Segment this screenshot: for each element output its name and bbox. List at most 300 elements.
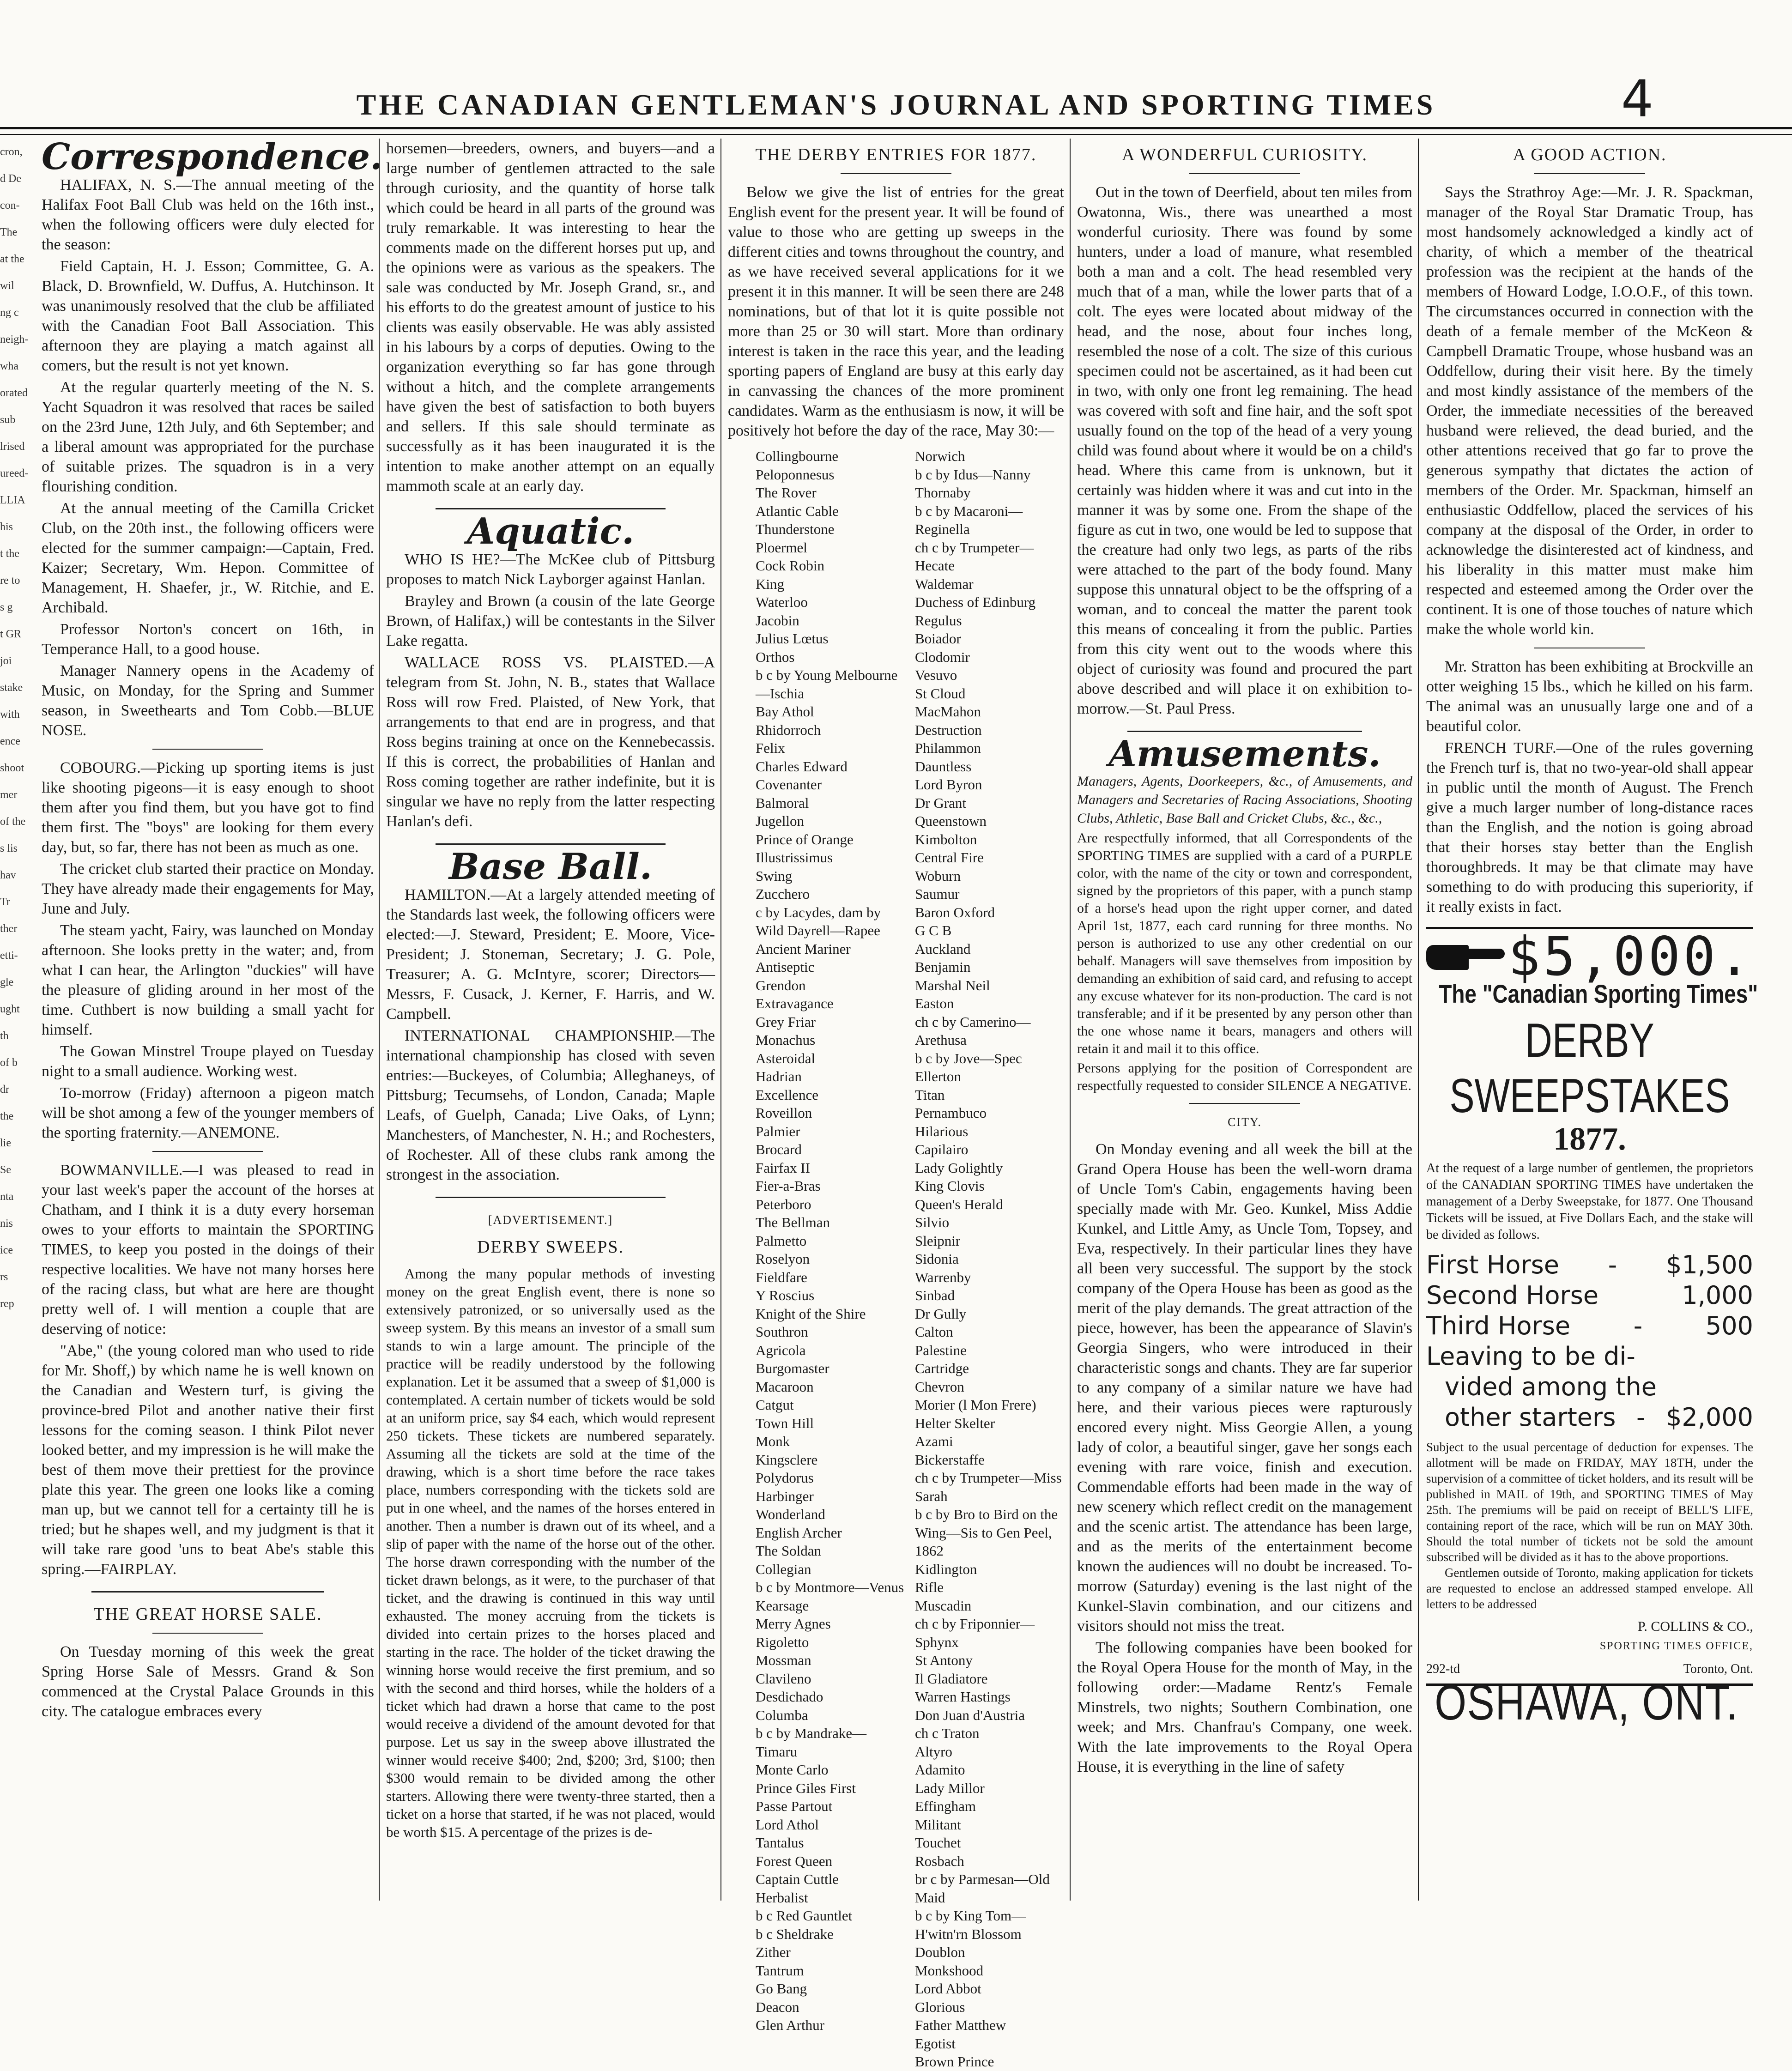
- paragraph: The cricket club started their practice on Monday. They have already made their engagements for May, June and July.: [42, 860, 374, 917]
- derby-entry: Sinbad: [915, 1287, 955, 1303]
- margin-fragment: th: [0, 1030, 9, 1042]
- derby-entry: Palmetto: [756, 1232, 807, 1249]
- top-rule-thin: [0, 134, 1792, 135]
- ad-amount: $5,000.: [1508, 925, 1753, 988]
- prize-row: [1426, 1311, 1753, 1341]
- prize-amount: 500: [1705, 1311, 1753, 1340]
- derby-entries-list: [728, 442, 1064, 2071]
- heading-great-horse-sale: THE GREAT HORSE SALE.: [93, 1605, 322, 1624]
- derby-entry: b c by Macaroni—Reginella: [915, 503, 1023, 537]
- column-aquatic-baseball: [379, 139, 721, 1901]
- derby-entry: b c by Idus—Nanny Thornaby: [915, 466, 1031, 501]
- derby-entry: Ellerton: [915, 1068, 961, 1084]
- paragraph: WHO IS HE?—The McKee club of Pittsburg proposes to match Nick Layborger against Hanlan.: [386, 551, 715, 588]
- margin-fragment: con-: [0, 200, 20, 212]
- derby-entry: Sidonia: [915, 1251, 959, 1267]
- derby-entry: Adamito: [915, 1762, 965, 1778]
- column-good-action-ad: [1418, 139, 1761, 1901]
- derby-entry: G C B: [915, 922, 952, 939]
- margin-fragment: mer: [0, 789, 18, 801]
- derby-entry: Knight of the Shire: [756, 1305, 866, 1322]
- derby-entry: King Clovis: [915, 1178, 985, 1194]
- derby-entry: Benjamin: [915, 959, 971, 975]
- margin-fragment: d De: [0, 173, 21, 185]
- paragraph: Mr. Stratton has been exhibiting at Brockville an otter weighing 15 lbs., which he killed on his farm. The animal was an unusually large one and of a beautiful color.: [1426, 658, 1753, 735]
- divider: [1189, 1103, 1300, 1104]
- derby-entry: Lord Byron: [915, 776, 982, 793]
- ad-office: SPORTING TIMES OFFICE,: [1599, 1640, 1753, 1652]
- derby-entry: ch c by Camerino—Arethusa: [915, 1013, 1031, 1048]
- column-curiosity-amusements: [1070, 139, 1419, 1901]
- prize-amount: $1,500: [1666, 1250, 1753, 1279]
- ad-intro: At the request of a large number of gentlemen, the proprietors of the CANADIAN SPORTING TIMES have undertaken the management of a Derby Sweepstake, for 1877. One Thousand Tickets will be issued, at Five Dollars Each, and the stake will be divided as follows.: [1426, 1161, 1753, 1242]
- paragraph: Says the Strathroy Age:—Mr. J. R. Spackman, manager of the Royal Star Dramatic Troup, has most handsomely acknowledged a kindly act of charity, of which a member of the theatrical profession was the recipient at the hands of the members of Howard Lodge, I.O.O.F., of this town. The circumstances occurred in connection with the death of a female member of the McKeon & Campbell Dramatic Troupe, whose husband was an Oddfellow, during their visit here. By the timely and most kindly assistance of the members of the Order, the immediate necessities of the bereaved husband were relieved, the dead buried, and the other attentions received that go far to prove the generous sympathy that dictates the action of members of the Order. Mr. Spackman, himself an enthusiastic Oddfellow, placed the services of his company at the disposal of the Order, in order to acknowledge the disinterested act of kindness, and his liberality in this matter must make him respected and esteemed among the Order over the continent. It is one of those touches of nature which make the whole world kin.: [1426, 184, 1753, 638]
- paragraph: On Tuesday morning of this week the great Spring Horse Sale of Messrs. Grand & Son commenced at the Crystal Palace Grounds in this city. The catalogue embraces every: [42, 1643, 374, 1720]
- derby-entry: Woburn: [915, 867, 961, 884]
- derby-entry: Macaroon: [756, 1378, 814, 1395]
- margin-fragment: at the: [0, 253, 24, 265]
- derby-entry: Pernambuco: [915, 1105, 987, 1121]
- heading-derby-entries: THE DERBY ENTRIES FOR 1877.: [755, 145, 1037, 164]
- derby-entry: Extravagance: [756, 995, 834, 1011]
- derby-entry: Muscadin: [915, 1597, 972, 1614]
- derby-entry: Dauntless: [915, 758, 972, 775]
- derby-entry: Monkshood: [915, 1962, 984, 1979]
- derby-entry: Collingbourne: [756, 448, 839, 464]
- derby-entry: Passe Partout: [756, 1798, 833, 1814]
- paragraph: WALLACE ROSS VS. PLAISTED.—A telegram from St. John, N. B., states that Wallace Ross will row Fred. Plaisted, of New York, that arrangements to that end are in progress, and that Ross begins training at once on the Kennebecassis. If this is correct, the probabilities of Hanlan and Ross coming together are rather indefinite, but it is singular we have no reply from the latter respecting Hanlan's defi.: [386, 654, 715, 830]
- derby-entry: King: [756, 575, 784, 592]
- derby-entry: Peloponnesus: [756, 466, 835, 483]
- notice-address: Managers, Agents, Doorkeepers, &c., of Amusements, and Managers and Secretaries of Racing Associations, Shooting Clubs, Athletic, Base Ball and Cricket Clubs, &c., &c.,: [1077, 774, 1412, 826]
- derby-entry: Warren Hastings: [915, 1689, 1011, 1705]
- section-heading-aquatic: Aquatic.: [466, 510, 635, 552]
- margin-fragment: cron,: [0, 146, 23, 158]
- derby-entry: Rhidorroch: [756, 721, 821, 738]
- margin-fragment: LLIA: [0, 494, 25, 506]
- margin-fragment: lie: [0, 1137, 11, 1149]
- divider: [1189, 173, 1300, 174]
- derby-entry: b c by Jove—Spec: [915, 1050, 1022, 1066]
- prize-label: Second Horse: [1426, 1281, 1599, 1310]
- prize-row: [1426, 1250, 1753, 1280]
- ad-paper-name: The "Canadian Sporting Times": [1439, 979, 1758, 1008]
- derby-entry: Vesuvo: [915, 667, 957, 683]
- column-derby-entries: [720, 139, 1071, 2070]
- derby-entry: Altyro: [915, 1743, 952, 1760]
- margin-fragment: Tr: [0, 896, 10, 908]
- derby-entry: Wonderland: [756, 1506, 825, 1522]
- derby-entry: Militant: [915, 1816, 961, 1833]
- derby-entry: Tantrum: [756, 1962, 804, 1979]
- derby-entry: Father Matthew: [915, 2017, 1006, 2033]
- derby-entry: Bickerstaffe: [915, 1451, 985, 1468]
- derby-entry: Harbinger: [756, 1488, 814, 1504]
- derby-entry: Julius Lœtus: [756, 630, 829, 647]
- derby-entry: b c by Mandrake—Timaru: [756, 1725, 867, 1760]
- derby-entry: Sleipnir: [915, 1232, 961, 1249]
- derby-entry: Ploermel: [756, 539, 807, 556]
- derby-entry: Auckland: [915, 940, 971, 957]
- ad-ref: 292-td: [1426, 1662, 1460, 1676]
- margin-fragment: with: [0, 708, 20, 721]
- margin-fragment: s lis: [0, 842, 18, 854]
- prize-label: Third Horse: [1426, 1311, 1571, 1340]
- divider: [1534, 173, 1645, 174]
- masthead: THE CANADIAN GENTLEMAN'S JOURNAL AND SPORTING TIMES: [356, 88, 1436, 121]
- derby-entry: The Bellman: [756, 1214, 830, 1230]
- derby-entry: Kingsclere: [756, 1451, 818, 1468]
- derby-entry: Columba: [756, 1707, 808, 1723]
- margin-fragment: orated: [0, 387, 28, 399]
- derby-entry: Go Bang: [756, 1980, 807, 1997]
- divider: [152, 1151, 263, 1152]
- paragraph: To-morrow (Friday) afternoon a pigeon match will be shot among a few of the younger members of the sporting fraternity.—ANEMONE.: [42, 1084, 374, 1141]
- section-heading-amusements: Amusements.: [1108, 733, 1381, 775]
- derby-entry: Lord Abbot: [915, 1980, 981, 1997]
- derby-entry: Waterloo: [756, 594, 808, 610]
- derby-entry: Jugellon: [756, 813, 805, 829]
- left-margin-fragments: [0, 139, 33, 1894]
- footer-town: OSHAWA, ONT.: [1435, 1674, 1738, 1730]
- derby-entry: b c by Bro to Bird on the Wing—Sis to Gen Peel, 1862: [915, 1506, 1058, 1559]
- derby-entry: Waldemar: [915, 575, 974, 592]
- derby-entry: Il Gladiatore: [915, 1670, 988, 1687]
- derby-entry: ch c by Friponnier—Sphynx: [915, 1616, 1035, 1650]
- derby-entry: Asteroidal: [756, 1050, 816, 1066]
- margin-fragment: Se: [0, 1164, 11, 1176]
- derby-entry: Monte Carlo: [756, 1762, 829, 1778]
- derby-entry: Charles Edward: [756, 758, 848, 775]
- derby-entry: Warrenby: [915, 1269, 971, 1285]
- derby-entry: c by Lacydes, dam by Wild Dayrell—Rapee: [756, 904, 881, 939]
- paragraph: The steam yacht, Fairy, was launched on Monday afternoon. She looks pretty in the water; and, from what I can hear, the Arlington "duckies" will have the pleasure of gliding around in her most of the time. Cuthbert is now building a small yacht for himself.: [42, 922, 374, 1038]
- derby-entry: Peterboro: [756, 1196, 811, 1212]
- paragraph: Manager Nannery opens in the Academy of Music, on Monday, for the Spring and Summer season, in Sweethearts and Tom Cobb.—BLUE NOSE.: [42, 662, 374, 739]
- derby-entry: St Antony: [915, 1652, 973, 1668]
- margin-fragment: ng c: [0, 307, 19, 319]
- derby-entry: Touchet: [915, 1835, 961, 1851]
- derby-entry: Doublon: [915, 1944, 965, 1960]
- paragraph: COBOURG.—Picking up sporting items is just like shooting pigeons—it is easy enough to shoot them after you find them, but you have got to find them first. The "boys" are looking for them every day, but, so far, there has not been as much as one.: [42, 759, 374, 856]
- divider: [436, 1197, 666, 1198]
- derby-entry: Destruction: [915, 721, 982, 738]
- divider: [436, 508, 666, 509]
- derby-entry: Forest Queen: [756, 1853, 833, 1869]
- margin-fragment: hav: [0, 869, 16, 881]
- derby-entry: b c by Montmore—Venus: [756, 1579, 904, 1595]
- paragraph: BOWMANVILLE.—I was pleased to read in your last week's paper the account of the horses at Chatham, and I think it is a duty every horseman owes to your efforts to maintain the SPORTING TIMES, to keep you posted in the doings of their respective localities. We have not many horses here of the racing class, but what are here are thought pretty well of. I will mention a couple that are deserving of notice:: [42, 1162, 374, 1338]
- derby-entry: Norwich: [915, 448, 965, 464]
- ad-city: Toronto, Ont.: [1683, 1662, 1753, 1676]
- paragraph: Field Captain, H. J. Esson; Committee, G. A. Black, D. Brownfield, W. Duffus, A. Hutchinson. It was unanimously resolved that the club be affiliated with the Canadian Foot Ball Association. This afternoon they are playing a match against all comers, but the result is not yet known.: [42, 258, 374, 374]
- margin-fragment: sub: [0, 414, 16, 426]
- derby-entry: Dr Gully: [915, 1305, 967, 1322]
- margin-fragment: his: [0, 521, 13, 533]
- ad-signer: P. COLLINS & CO.,: [1637, 1619, 1753, 1634]
- margin-fragment: t the: [0, 548, 19, 560]
- derby-entry: Bay Athol: [756, 703, 814, 720]
- derby-entry: b c Red Gauntlet: [756, 1908, 853, 1924]
- top-rule: [0, 127, 1792, 129]
- derby-entry: Titan: [915, 1086, 945, 1103]
- heading-city: CITY.: [1228, 1115, 1262, 1129]
- margin-fragment: the: [0, 1110, 14, 1122]
- derby-entry: Calton: [915, 1324, 953, 1340]
- margin-fragment: ice: [0, 1244, 13, 1256]
- margin-fragment: The: [0, 226, 18, 238]
- derby-entry: Polydorus: [756, 1470, 814, 1486]
- derby-entry: ch c by Trumpeter—Miss Sarah: [915, 1470, 1062, 1504]
- derby-entry: Merry Agnes: [756, 1616, 831, 1632]
- derby-entry: Captain Cuttle: [756, 1871, 839, 1887]
- margin-fragment: ther: [0, 923, 18, 935]
- divider: [91, 1591, 324, 1593]
- derby-entry: Clavileno: [756, 1670, 811, 1687]
- page-mark: 4: [1621, 69, 1653, 128]
- derby-entry: The Soldan: [756, 1543, 822, 1559]
- paragraph: Among the many popular methods of investing money on the great English event, there is none so extensively patronized, or so universally used as the sweep system. By this means an investor of a small sum stands to win a large amount. The principle of the practice will be readily understood by the following explanation. Let it be assumed that a sweep of $1,000 is contemplated. A certain number of tickets would be sold at an uniform price, say $4 each, which would represent 250 tickets. These tickets are numbered separately. Assuming all the tickets are sold at the time of the drawing, which is a short time before the race takes place, numbers corresponding with the tickets sold are put in one wheel, and the names of the horses entered in another. Then a number is drawn out of its wheel, and a slip of paper with the name of the horse out of the other. The horse drawn corresponding with the number of the ticket drawn belongs, as it were, to the purchaser of that ticket, and the drawing is continued in this way until exhausted. The money accruing from the tickets is divided into certain prizes to the horses placed and starting in the race. The holder of the ticket drawing the winning horse would receive the first premium, and so with the second and third horses, while the holders of a ticket which had drawn a horse that came to the post would receive a dividend of the amount devoted for that purpose. Let us say in the sweep above illustrated the winner would receive $400; 2nd, $200; 3rd, $100; then $300 would remain to be divided among the other starters. Allowing there were twenty-three started, then a ticket on a horse that started, if he was not placed, would be worth $15. A percentage of the prizes is de-: [386, 1266, 715, 1840]
- derby-entry: Effingham: [915, 1798, 976, 1814]
- derby-entry: Monachus: [756, 1032, 816, 1048]
- derby-entry: Monk: [756, 1433, 790, 1449]
- margin-fragment: nis: [0, 1217, 13, 1229]
- entries-left-column: [756, 447, 905, 2071]
- derby-entry: Kimbolton: [915, 831, 977, 848]
- derby-entry: Duchess of Edinburg: [915, 594, 1036, 610]
- margin-fragment: rs: [0, 1271, 8, 1283]
- derby-entry: b c by Young Melbourne—Ischia: [756, 667, 898, 702]
- remaining-line-3: other starters: [1445, 1403, 1616, 1432]
- margin-fragment: wha: [0, 360, 18, 372]
- derby-entry: Brocard: [756, 1141, 802, 1157]
- derby-entry: Queenstown: [915, 813, 987, 829]
- derby-entry: Zucchero: [756, 886, 810, 902]
- derby-entry: Lady Golightly: [915, 1159, 1003, 1176]
- derby-entry: Chevron: [915, 1378, 964, 1395]
- ad-year: 1877.: [1553, 1121, 1626, 1157]
- ad-sweepstakes: SWEEPSTAKES: [1449, 1069, 1730, 1123]
- ad-terms: Subject to the usual percentage of deduction for expenses. The allotment will be made on FRIDAY, MAY 18TH, under the supervision of a committee of ticket holders, and its result will be published in MAIL of 19th, and SPORTING TIMES of May 25th. The premiums will be paid on receipt of BELL'S LIFE, containing report of the race, which will be run on MAY 30th. Should the total number of tickets not be sold the amount subscribed will be divided as it has to the above proportions.: [1426, 1440, 1753, 1564]
- derby-entry: Hadrian: [756, 1068, 802, 1084]
- paragraph: The Gowan Minstrel Troupe played on Tuesday night to a small audience. Working west.: [42, 1043, 374, 1080]
- derby-entry: ch c Traton: [915, 1725, 980, 1741]
- derby-entry: Fier-a-Bras: [756, 1178, 821, 1194]
- derby-entry: Hilarious: [915, 1123, 969, 1139]
- derby-entry: Silvio: [915, 1214, 950, 1230]
- paragraph: Out in the town of Deerfield, about ten miles from Owatonna, Wis., there was unearthed a most wonderful curiosity. There was found by some hunters, under a load of manure, what resembled both a man and a colt. The head resembled very much that of a man, while the lower parts that of a colt. The eyes were located about midway of the head, and the nose, about four inches long, resembled the nose of a colt. The size of this curious specimen could not be ascertained, as it had been cut in two, with only one front leg remaining. The head was covered with soft and fine hair, and the soft spot usually found on the top of the head of a very young child was found about where it would be on a child's head. Where this came from is unknown, but it certainly was hidden where it was and cut into in the manner it was by some one. From the shape of the figure as cut in two, one would be led to suppose that the creature had only two legs, as parts of the ribs were attached to the part of the body found. Many suppose this unnatural object to be the offspring of a woman, and to conceal the matter the parent took this means of concealing it from the public. Parties from this city went out to the woods where this object of curiosity was found and procured the part above described and will place it on exhibition to-morrow.—St. Paul Press.: [1077, 184, 1412, 717]
- derby-entry: Glorious: [915, 1998, 965, 2015]
- derby-entry: Swing: [756, 867, 793, 884]
- margin-fragment: lrised: [0, 441, 25, 453]
- derby-entry: Zither: [756, 1944, 791, 1960]
- prize-amount: 1,000: [1682, 1281, 1753, 1310]
- paragraph: "Abe," (the young colored man who used to ride for Mr. Shoff,) by which name he is well known on the Canadian and Western turf, is giving the province-bred Pilot and another native their first lessons for the coming season. I think Pilot never looked better, and my impression is he will make the best of them move their prettiest for the province plate this year. The green one looks like a coming man up, but we cannot tell for a certainty till he is tried; but he shapes well, and my judgment is that it will take rare good 'uns to beat Abe's stable this spring.—FAIRPLAY.: [42, 1342, 374, 1578]
- margin-fragment: wil: [0, 280, 14, 292]
- derby-entry: Boiador: [915, 630, 961, 647]
- derby-entry: Rifle: [915, 1579, 944, 1595]
- derby-entry: Kidlington: [915, 1561, 977, 1577]
- prize-dash: -: [1636, 1403, 1646, 1432]
- derby-entry: Prince of Orange: [756, 831, 854, 848]
- derby-entry: Easton: [915, 995, 954, 1011]
- derby-entry: ch c by Trumpeter—Hecate: [915, 539, 1034, 574]
- derby-entry: Roveillon: [756, 1105, 812, 1121]
- margin-fragment: of the: [0, 816, 26, 828]
- derby-entry: Rosbach: [915, 1853, 964, 1869]
- paragraph: HAMILTON.—At a largely attended meeting of the Standards last week, the following officers were elected:—J. Steward, President; E. Moore, Vice-President; J. Stoneman, Secretary; J. G. Pole, Treasurer; A. G. McIntyre, scorer; Directors—Messrs, F. Cusack, J. Kerner, F. Harris, and W. Campbell.: [386, 886, 715, 1023]
- heading-good-action: A GOOD ACTION.: [1513, 145, 1667, 164]
- derby-entry: Atlantic Cable: [756, 503, 839, 519]
- margin-fragment: nta: [0, 1191, 14, 1203]
- derby-entry: Burgomaster: [756, 1360, 829, 1376]
- derby-entry: Egotist: [915, 2035, 956, 2052]
- paragraph: Professor Norton's concert on 16th, in Temperance Hall, to a good house.: [42, 621, 374, 658]
- derby-entry: Y Roscius: [756, 1287, 815, 1303]
- divider: [841, 173, 951, 174]
- margin-fragment: of b: [0, 1057, 18, 1069]
- derby-entry: b c by King Tom—H'witn'rn Blossom: [915, 1908, 1026, 1942]
- derby-entry: Excellence: [756, 1086, 818, 1103]
- derby-entry: Tantalus: [756, 1835, 804, 1851]
- derby-entry: Jacobin: [756, 612, 799, 629]
- divider: [152, 749, 263, 750]
- derby-entry: St Cloud: [915, 685, 966, 702]
- derby-entry: Thunderstone: [756, 521, 835, 537]
- derby-entry: Regulus: [915, 612, 962, 629]
- prize-row: [1426, 1280, 1753, 1311]
- paragraph: Below we give the list of entries for the great English event for the present year. It will be found of value to those who are getting up sweeps in the different cities and towns throughout the country, and as we have received several applications for it we present it in this manner. It will be seen there are 248 nominations, but of that lot it is quite possible not more than 25 or 30 will start. More than ordinary interest is taken in the race this year, and the leading sporting papers of England are busy at this early day in canvassing the chances of the more prominent candidates. Warm as the enthusiasm is now, it will be positively hot before the day of the race, May 30:—: [728, 184, 1064, 439]
- prize-dash: -: [1633, 1311, 1643, 1340]
- derby-entry: Central Fire: [915, 849, 984, 866]
- derby-entry: Grey Friar: [756, 1013, 816, 1030]
- derby-entry: Southron: [756, 1324, 808, 1340]
- derby-entry: Baron Oxford: [915, 904, 995, 920]
- derby-entry: Balmoral: [756, 794, 809, 811]
- derby-entry: Felix: [756, 740, 785, 756]
- paragraph: INTERNATIONAL CHAMPIONSHIP.—The international championship has closed with seven entries:—Buckeyes, of Columbia; Alleghaneys, of Pittsburg; Tecumsehs, of London, Canada; Maple Leafs, of Guelph, Canada; Live Oaks, of Lynn; Manchesters, of Manchester, N. H.; and Rochesters, of Rochester. All of these clubs rank among the strongest in the association.: [386, 1027, 715, 1183]
- prize-amount: $2,000: [1666, 1403, 1753, 1432]
- derby-entry: Azami: [915, 1433, 953, 1449]
- derby-entry: Roselyon: [756, 1251, 810, 1267]
- paragraph: HALIFAX, N. S.—The annual meeting of the Halifax Foot Ball Club was held on the 16th inst., when the following officers were duly elected for the season:: [42, 176, 374, 253]
- derby-entry: Town Hill: [756, 1415, 814, 1431]
- paragraph: At the annual meeting of the Camilla Cricket Club, on the 20th inst., the following officers were elected for the summer campaign:—Captain, Fred. Kaizer; Secretary, Wm. Hepon. Committee of Management, H. Shaefer, jr., W. Ritchie, and E. Archibald.: [42, 500, 374, 616]
- margin-fragment: joi: [0, 655, 12, 667]
- derby-entry: Covenanter: [756, 776, 822, 793]
- derby-entry: Lady Millor: [915, 1780, 985, 1796]
- derby-sweepstakes-advertisement: [1426, 925, 1758, 1730]
- section-heading-correspondence: Correspondence.: [42, 136, 383, 178]
- ad-derby: DERBY: [1525, 1014, 1654, 1067]
- column-correspondence: [37, 136, 383, 1901]
- derby-entry: Cartridge: [915, 1360, 969, 1376]
- section-heading-baseball: Base Ball.: [448, 846, 653, 888]
- derby-entry: Catgut: [756, 1397, 794, 1413]
- derby-entry: The Rover: [756, 484, 817, 501]
- margin-fragment: ught: [0, 1003, 20, 1015]
- derby-entry: Dr Grant: [915, 794, 967, 811]
- derby-entry: Palestine: [915, 1342, 967, 1358]
- derby-entry: Antiseptic: [756, 959, 815, 975]
- margin-fragment: ureed-: [0, 467, 29, 479]
- derby-entry: b c Sheldrake: [756, 1926, 834, 1942]
- margin-fragment: rep: [0, 1298, 14, 1310]
- derby-entry: Kearsage: [756, 1597, 809, 1614]
- derby-entry: Capilairo: [915, 1141, 969, 1157]
- derby-entry: Fairfax II: [756, 1159, 810, 1176]
- derby-entry: Desdichado: [756, 1689, 823, 1705]
- derby-entry: Deacon: [756, 1998, 799, 2015]
- derby-entry: Illustrissimus: [756, 849, 833, 866]
- derby-entry: Palmier: [756, 1123, 800, 1139]
- margin-fragment: dr: [0, 1084, 9, 1096]
- divider: [152, 1633, 263, 1634]
- margin-fragment: re to: [0, 575, 20, 587]
- prize-table: [1426, 1250, 1753, 1433]
- margin-fragment: t GR: [0, 628, 22, 640]
- ad-amount-row: [1426, 925, 1753, 988]
- derby-entry: Prince Giles First: [756, 1780, 856, 1796]
- derby-entry: Grendon: [756, 977, 806, 993]
- derby-entry: Morier (l Mon Frere): [915, 1397, 1036, 1413]
- margin-fragment: s g: [0, 601, 13, 613]
- correspondence-body: [42, 175, 374, 1721]
- margin-fragment: gle: [0, 976, 14, 988]
- prize-dash: -: [1608, 1250, 1617, 1279]
- derby-entry: Ancient Mariner: [756, 940, 851, 957]
- derby-entry: Collegian: [756, 1561, 811, 1577]
- margin-fragment: ence: [0, 735, 20, 747]
- derby-entry: MacMahon: [915, 703, 981, 720]
- paragraph: Brayley and Brown (a cousin of the late George Brown, of Halifax,) will be contestants in the Silver Lake regatta.: [386, 593, 715, 649]
- prize-row-remaining: [1426, 1402, 1753, 1433]
- derby-entry: Rigoletto: [756, 1634, 809, 1650]
- margin-fragment: shoot: [0, 762, 24, 774]
- derby-entry: Saumur: [915, 886, 960, 902]
- derby-entry: Brown Prince: [915, 2053, 994, 2070]
- notice-body: Are respectfully informed, that all Correspondents of the SPORTING TIMES are supplied with a card of a PURPLE color, with the name of the city or town and correspondent, signed by the proprietors of this paper, with a punch stamp of a horse's head upon the right upper corner, and dated April 1st, 1877, each card running for three months. No person is authorized to use any other credential on our behalf. Managers will save themselves from imposition by demanding an exhibition of said card, and refusing to accept any excuse whatever for its non-production. The card is not transferable; and if it be presented by any person other than the one whose name it bears, managers and others will retain it and mail it to this office.: [1077, 830, 1412, 1056]
- paragraph: FRENCH TURF.—One of the rules governing the French turf is, that no two-year-old shall appear in public until the month of August. The French give a much larger number of long-distance races than the English, and the notion is going abroad that their horses stay better than the English thoroughbreds. It may be that climate may have something to do with producing this superiority, if it really exists in fact.: [1426, 739, 1753, 915]
- entries-right-column: [915, 447, 1064, 2071]
- ad-note: Gentlemen outside of Toronto, making application for tickets are requested to enclose an addressed stamped envelope. All letters to be addressed: [1426, 1566, 1753, 1611]
- derby-entry: br c by Parmesan—Old Maid: [915, 1871, 1050, 1906]
- derby-entry: Don Juan d'Austria: [915, 1707, 1025, 1723]
- derby-entry: Orthos: [756, 648, 795, 665]
- derby-entry: Lord Athol: [756, 1816, 819, 1833]
- paragraph: horsemen—breeders, owners, and buyers—and a large number of gentlemen attracted to the sale through curiosity, and the quantity of horse talk which could be heard in all parts of the ground was truly remarkable. It was interesting to hear the comments made on the different horses put up, and the opinions were as various as the speakers. The sale was conducted by Mr. Joseph Grand, sr., and his efforts to do the greatest amount of justice to his clients was easily observable. He was ably assisted in his labours by a corps of deputies. Owing to the organization everything so far has gone through without a hitch, and the complete arrangements have given the best of satisfaction to both buyers and sellers. If this sale should terminate as successfully as it has been inaugurated it is the intention to make another attempt on an equally mammoth scale at an early day.: [386, 140, 715, 495]
- divider: [1127, 731, 1362, 732]
- derby-entry: Queen's Herald: [915, 1196, 1003, 1212]
- pointing-hand-icon: [1426, 941, 1496, 972]
- derby-entry: English Archer: [756, 1524, 842, 1541]
- margin-fragment: etti-: [0, 950, 18, 962]
- derby-entry: Agricola: [756, 1342, 806, 1358]
- heading-wonderful-curiosity: A WONDERFUL CURIOSITY.: [1121, 145, 1368, 164]
- derby-entry: Fieldfare: [756, 1269, 807, 1285]
- divider: [436, 843, 666, 845]
- derby-entry: Cock Robin: [756, 557, 824, 574]
- notice-persons: Persons applying for the position of Correspondent are respectfully requested to consider SILENCE A NEGATIVE.: [1077, 1060, 1412, 1093]
- remaining-line-2: vided among the: [1445, 1372, 1657, 1401]
- derby-entry: Herbalist: [756, 1889, 808, 1906]
- advertisement-tag: [ADVERTISEMENT.]: [488, 1213, 613, 1227]
- heading-derby-sweeps: DERBY SWEEPS.: [477, 1237, 624, 1257]
- paragraph: On Monday evening and all week the bill at the Grand Opera House has been the well-worn drama of Uncle Tom's Cabin, engagements having been specially made with Mr. Geo. Kunkel, Miss Addie Kunkel, and Little Amy, as Uncle Tom, Topsey, and Eva, respectively. In their particular lines they have all been very successful. The support by the stock company of the Opera House has been as good as the merit of the play demands. The great attraction of the piece, however, has been the appearance of Slavin's Georgia Singers, who were introduced in their characteristic songs and chants. They are far superior to any company of a similar nature we have had here, and their various pieces were rapturously encored every night. Miss Georgie Allen, a young lady of color, a beautiful singer, gave her songs each evening with rare voice, finish and execution. Commendable efforts had been made in the way of new scenery which reflect credit on the management and the scenic artist. The attendance has been large, and as the merits of the entertainment become known the audiences will no doubt be increased. To-morrow (Saturday) evening is the last night of the Kunkel-Slavin combination, and our citizens and visitors should not miss the treat.: [1077, 1141, 1412, 1635]
- derby-entry: Philammon: [915, 740, 981, 756]
- derby-entry: Mossman: [756, 1652, 811, 1668]
- margin-fragment: neigh-: [0, 333, 29, 345]
